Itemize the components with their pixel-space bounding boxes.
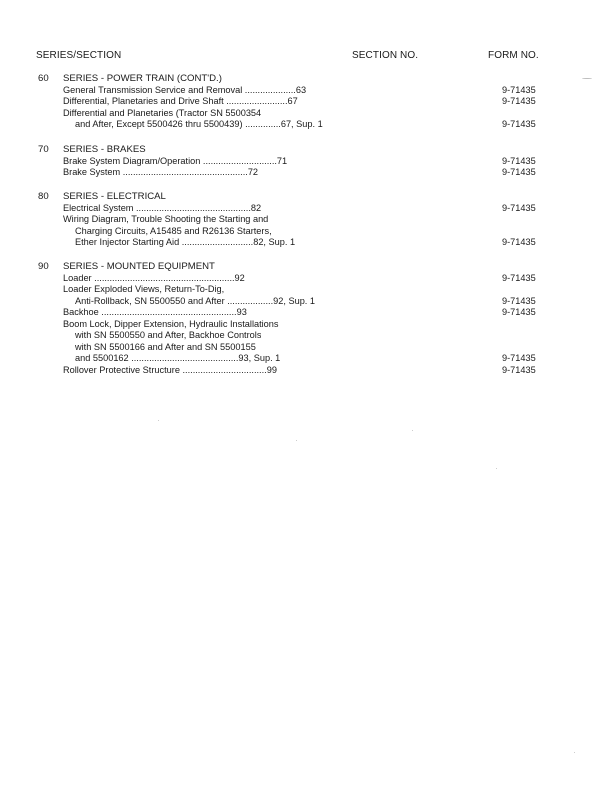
form-number: 9-71435 [502,353,536,363]
form-number: 9-71435 [502,84,536,95]
scan-speck [574,752,575,753]
form-number: 9-71435 [502,202,536,213]
toc-entry: Differential, Planetaries and Drive Shaft ........................67 [63,96,298,106]
form-number: 9-71435 [502,272,536,283]
form-number: 9-71435 [502,167,536,177]
scan-speck [582,78,592,79]
toc-entry: Rollover Protective Structure .................................99 [63,364,277,375]
scan-speck [296,440,297,441]
series-number: 60 [38,73,49,84]
series-title: SERIES - MOUNTED EQUIPMENT [63,261,215,272]
scan-speck [158,420,159,421]
toc-entry: Backhoe .....................................................93 [63,307,247,317]
series-number: 90 [38,261,49,272]
series-heading [0,144,612,156]
toc-entry: Boom Lock, Dipper Extension, Hydraulic Installations [63,318,279,329]
toc-entry: Electrical System .............................................82 [63,202,262,213]
series-number: 70 [38,144,49,155]
form-number: 9-71435 [502,237,536,247]
header-section-no: SECTION NO. [352,50,419,61]
series-heading [0,73,612,85]
form-number: 9-71435 [502,96,536,106]
toc-entry: Charging Circuits, A15485 and R26136 Starters, [75,225,272,236]
scan-speck [496,468,497,469]
header-series-section: SERIES/SECTION [36,50,122,61]
toc-entry: and After, Except 5500426 thru 5500439) ..............67, Sup. 1 [75,119,323,129]
toc-entry: Differential and Planetaries (Tractor SN 5500354 [63,107,262,118]
toc-entry: Brake System Diagram/Operation .............................71 [63,155,288,166]
series-title: SERIES - BRAKES [63,144,146,155]
toc-entry: Loader .......................................................92 [63,272,245,283]
scan-speck [412,430,413,431]
series-heading [0,191,612,203]
toc-entry: Wiring Diagram, Trouble Shooting the Starting and [63,214,269,224]
toc-entry: with SN 5500550 and After, Backhoe Controls [75,330,262,340]
toc-entry: Anti-Rollback, SN 5500550 and After ..................92, Sup. 1 [75,295,316,306]
series-title: SERIES - ELECTRICAL [63,191,166,202]
form-number: 9-71435 [502,364,536,375]
toc-entry: with SN 5500166 and After and SN 5500155 [75,341,256,352]
form-number: 9-71435 [502,119,536,129]
form-number: 9-71435 [502,155,536,166]
series-title: SERIES - POWER TRAIN (CONT'D.) [63,73,222,84]
toc-entry: General Transmission Service and Removal ....................63 [63,84,307,95]
form-number: 9-71435 [502,295,536,306]
toc-entry: Loader Exploded Views, Return-To-Dig, [63,284,225,294]
toc-entry: Brake System .................................................72 [63,167,259,177]
series-heading [0,261,612,273]
toc-entry: and 5500162 ..........................................93, Sup. 1 [75,353,281,363]
form-number: 9-71435 [502,307,536,317]
series-number: 80 [38,191,49,202]
toc-entry: Ether Injector Starting Aid ............................82, Sup. 1 [75,237,296,247]
header-form-no: FORM NO. [488,50,539,61]
